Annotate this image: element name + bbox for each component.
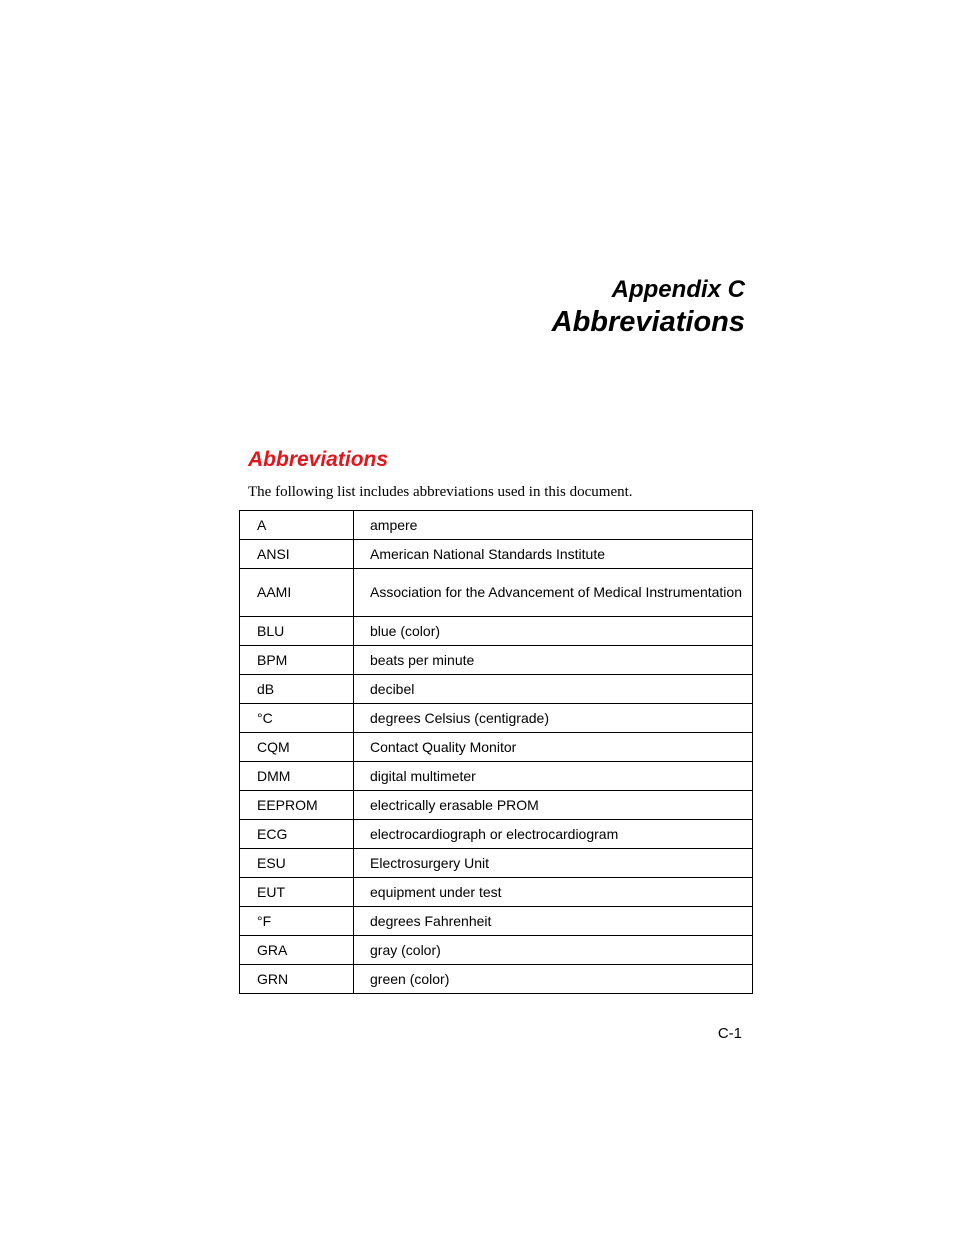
abbreviation-definition: green (color) bbox=[354, 965, 753, 994]
abbreviation-definition: decibel bbox=[354, 675, 753, 704]
section-heading: Abbreviations bbox=[248, 448, 389, 471]
abbreviation-term: °F bbox=[240, 907, 354, 936]
abbreviation-definition: Electrosurgery Unit bbox=[354, 849, 753, 878]
abbreviation-definition: equipment under test bbox=[354, 878, 753, 907]
table-row bbox=[240, 569, 753, 617]
abbreviation-definition: electrocardiograph or electrocardiogram bbox=[354, 820, 753, 849]
table-row bbox=[240, 704, 753, 733]
table-row bbox=[240, 965, 753, 994]
page-number: C-1 bbox=[717, 1025, 742, 1042]
table-row bbox=[240, 820, 753, 849]
abbreviation-definition: digital multimeter bbox=[354, 762, 753, 791]
table-row bbox=[240, 511, 753, 540]
abbreviation-definition: ampere bbox=[354, 511, 753, 540]
appendix-title: Abbreviations bbox=[551, 306, 745, 338]
abbreviation-definition: degrees Fahrenheit bbox=[354, 907, 753, 936]
abbreviation-definition: Contact Quality Monitor bbox=[354, 733, 753, 762]
abbreviation-definition: electrically erasable PROM bbox=[354, 791, 753, 820]
table-row bbox=[240, 791, 753, 820]
abbreviation-term: EUT bbox=[240, 878, 354, 907]
abbreviation-term: °C bbox=[240, 704, 354, 733]
abbreviation-term: A bbox=[240, 511, 354, 540]
table-row bbox=[240, 762, 753, 791]
abbreviation-term: DMM bbox=[240, 762, 354, 791]
abbreviation-definition: Association for the Advancement of Medical Instrumentation bbox=[354, 569, 753, 617]
abbreviation-definition: American National Standards Institute bbox=[354, 540, 753, 569]
abbreviation-term: CQM bbox=[240, 733, 354, 762]
table-row bbox=[240, 646, 753, 675]
table-row bbox=[240, 936, 753, 965]
abbreviation-term: ANSI bbox=[240, 540, 354, 569]
abbreviation-term: AAMI bbox=[240, 569, 354, 617]
abbreviation-term: GRN bbox=[240, 965, 354, 994]
abbreviation-term: BPM bbox=[240, 646, 354, 675]
table-row bbox=[240, 540, 753, 569]
abbreviation-term: ESU bbox=[240, 849, 354, 878]
abbreviation-term: GRA bbox=[240, 936, 354, 965]
abbreviation-definition: beats per minute bbox=[354, 646, 753, 675]
table-row bbox=[240, 733, 753, 762]
appendix-header bbox=[552, 274, 745, 338]
abbreviation-term: BLU bbox=[240, 617, 354, 646]
appendix-label: Appendix C bbox=[611, 276, 745, 303]
table-row bbox=[240, 849, 753, 878]
abbreviation-term: dB bbox=[240, 675, 354, 704]
abbreviation-term: EEPROM bbox=[240, 791, 354, 820]
abbreviation-term: ECG bbox=[240, 820, 354, 849]
abbreviation-definition: gray (color) bbox=[354, 936, 753, 965]
table-row bbox=[240, 675, 753, 704]
table-row bbox=[240, 617, 753, 646]
table-row bbox=[240, 907, 753, 936]
abbreviation-definition: degrees Celsius (centigrade) bbox=[354, 704, 753, 733]
abbreviations-table bbox=[239, 510, 753, 994]
abbreviation-definition: blue (color) bbox=[354, 617, 753, 646]
table-row bbox=[240, 878, 753, 907]
intro-text: The following list includes abbreviations used in this document. bbox=[248, 484, 633, 500]
